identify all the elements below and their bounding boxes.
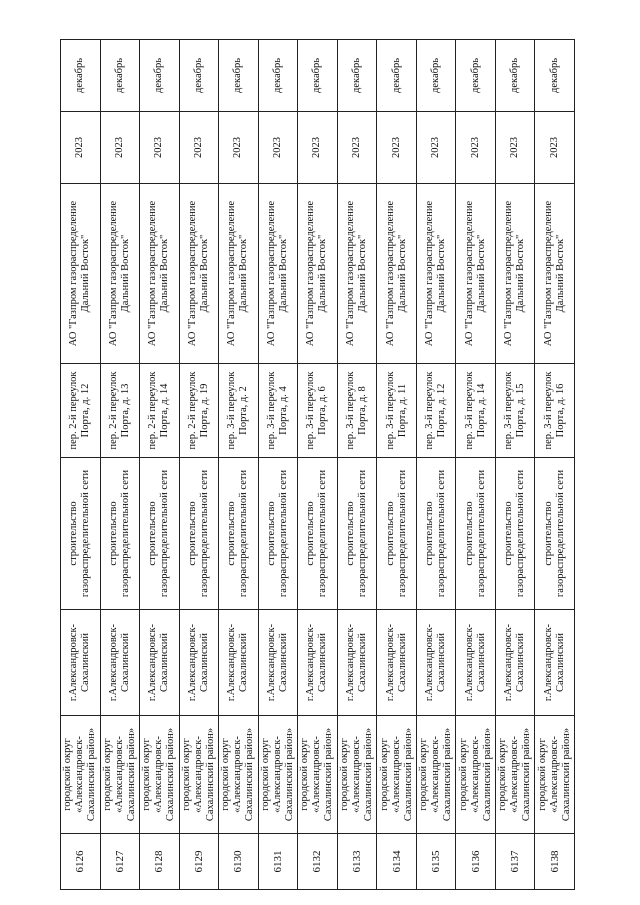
table-row — [140, 40, 180, 890]
cell-district: городской округ «Александровск-Сахалинский район» — [377, 716, 417, 834]
table-row — [258, 40, 298, 890]
cell-number: 6135 — [416, 834, 456, 890]
cell-organization: АО "Газпром газораспределение Дальний Восток" — [140, 184, 180, 364]
table-row — [100, 40, 140, 890]
cell-year: 2023 — [535, 112, 575, 184]
cell-district: городской округ «Александровск-Сахалинский район» — [219, 716, 259, 834]
cell-work-type: строительство газораспределительной сети — [377, 458, 417, 610]
cell-work-type: строительство газораспределительной сети — [456, 458, 496, 610]
cell-locality: г.Александровск-Сахалинский — [140, 610, 180, 716]
cell-work-type: строительство газораспределительной сети — [337, 458, 377, 610]
cell-work-type: строительство газораспределительной сети — [140, 458, 180, 610]
table-row — [61, 40, 101, 890]
cell-address: пер. 2-й переулок Порта, д. 13 — [100, 364, 140, 458]
cell-locality: г.Александровск-Сахалинский — [377, 610, 417, 716]
cell-work-type: строительство газораспределительной сети — [179, 458, 219, 610]
cell-organization: АО "Газпром газораспределение Дальний Восток" — [377, 184, 417, 364]
cell-number: 6131 — [258, 834, 298, 890]
cell-address: пер. 3-й переулок Порта, д. 8 — [337, 364, 377, 458]
cell-organization: АО "Газпром газораспределение Дальний Восток" — [61, 184, 101, 364]
cell-year: 2023 — [179, 112, 219, 184]
cell-address: пер. 3-й переулок Порта, д. 11 — [377, 364, 417, 458]
cell-number: 6129 — [179, 834, 219, 890]
cell-month: декабрь — [495, 40, 535, 112]
table-row — [219, 40, 259, 890]
cell-district: городской округ «Александровск-Сахалинский район» — [337, 716, 377, 834]
cell-work-type: строительство газораспределительной сети — [258, 458, 298, 610]
cell-month: декабрь — [100, 40, 140, 112]
cell-year: 2023 — [258, 112, 298, 184]
table-row — [416, 40, 456, 890]
cell-work-type: строительство газораспределительной сети — [100, 458, 140, 610]
cell-number: 6128 — [140, 834, 180, 890]
cell-organization: АО "Газпром газораспределение Дальний Восток" — [337, 184, 377, 364]
cell-district: городской округ «Александровск-Сахалинский район» — [140, 716, 180, 834]
cell-address: пер. 3-й переулок Порта, д. 16 — [535, 364, 575, 458]
cell-district: городской округ «Александровск-Сахалинский район» — [535, 716, 575, 834]
cell-locality: г.Александровск-Сахалинский — [219, 610, 259, 716]
cell-month: декабрь — [456, 40, 496, 112]
cell-locality: г.Александровск-Сахалинский — [337, 610, 377, 716]
cell-work-type: строительство газораспределительной сети — [495, 458, 535, 610]
cell-district: городской округ «Александровск-Сахалинский район» — [416, 716, 456, 834]
cell-organization: АО "Газпром газораспределение Дальний Восток" — [416, 184, 456, 364]
cell-month: декабрь — [140, 40, 180, 112]
cell-year: 2023 — [219, 112, 259, 184]
table-row — [495, 40, 535, 890]
cell-month: декабрь — [179, 40, 219, 112]
cell-month: декабрь — [61, 40, 101, 112]
cell-locality: г.Александровск-Сахалинский — [61, 610, 101, 716]
cell-organization: АО "Газпром газораспределение Дальний Восток" — [535, 184, 575, 364]
cell-organization: АО "Газпром газораспределение Дальний Восток" — [219, 184, 259, 364]
cell-year: 2023 — [61, 112, 101, 184]
table-body — [61, 40, 575, 890]
cell-organization: АО "Газпром газораспределение Дальний Восток" — [298, 184, 338, 364]
cell-address: пер. 3-й переулок Порта, д. 2 — [219, 364, 259, 458]
cell-district: городской округ «Александровск-Сахалинский район» — [258, 716, 298, 834]
cell-number: 6132 — [298, 834, 338, 890]
cell-locality: г.Александровск-Сахалинский — [456, 610, 496, 716]
cell-locality: г.Александровск-Сахалинский — [258, 610, 298, 716]
cell-number: 6134 — [377, 834, 417, 890]
cell-organization: АО "Газпром газораспределение Дальний Восток" — [456, 184, 496, 364]
cell-district: городской округ «Александровск-Сахалинский район» — [61, 716, 101, 834]
cell-work-type: строительство газораспределительной сети — [219, 458, 259, 610]
cell-locality: г.Александровск-Сахалинский — [100, 610, 140, 716]
cell-year: 2023 — [495, 112, 535, 184]
cell-locality: г.Александровск-Сахалинский — [495, 610, 535, 716]
cell-year: 2023 — [337, 112, 377, 184]
cell-address: пер. 3-й переулок Порта, д. 4 — [258, 364, 298, 458]
cell-organization: АО "Газпром газораспределение Дальний Восток" — [495, 184, 535, 364]
cell-year: 2023 — [377, 112, 417, 184]
cell-locality: г.Александровск-Сахалинский — [179, 610, 219, 716]
cell-number: 6137 — [495, 834, 535, 890]
cell-month: декабрь — [416, 40, 456, 112]
gasification-table — [60, 39, 575, 890]
cell-year: 2023 — [416, 112, 456, 184]
cell-address: пер. 2-й переулок Порта, д. 14 — [140, 364, 180, 458]
cell-month: декабрь — [258, 40, 298, 112]
cell-organization: АО "Газпром газораспределение Дальний Восток" — [258, 184, 298, 364]
cell-address: пер. 2-й переулок Порта, д. 19 — [179, 364, 219, 458]
cell-number: 6130 — [219, 834, 259, 890]
rotated-page — [60, 40, 575, 890]
table-row — [377, 40, 417, 890]
cell-address: пер. 3-й переулок Порта, д. 6 — [298, 364, 338, 458]
cell-work-type: строительство газораспределительной сети — [298, 458, 338, 610]
cell-month: декабрь — [337, 40, 377, 112]
cell-address: пер. 3-й переулок Порта, д. 15 — [495, 364, 535, 458]
cell-month: декабрь — [377, 40, 417, 112]
cell-district: городской округ «Александровск-Сахалинский район» — [456, 716, 496, 834]
table-row — [456, 40, 496, 890]
cell-year: 2023 — [140, 112, 180, 184]
cell-number: 6133 — [337, 834, 377, 890]
cell-number: 6127 — [100, 834, 140, 890]
cell-address: пер. 3-й переулок Порта, д. 14 — [456, 364, 496, 458]
cell-month: декабрь — [535, 40, 575, 112]
cell-district: городской округ «Александровск-Сахалинский район» — [495, 716, 535, 834]
cell-district: городской округ «Александровск-Сахалинский район» — [298, 716, 338, 834]
cell-organization: АО "Газпром газораспределение Дальний Восток" — [100, 184, 140, 364]
cell-organization: АО "Газпром газораспределение Дальний Восток" — [179, 184, 219, 364]
cell-year: 2023 — [100, 112, 140, 184]
table-row — [179, 40, 219, 890]
cell-month: декабрь — [219, 40, 259, 112]
cell-locality: г.Александровск-Сахалинский — [535, 610, 575, 716]
table-row — [535, 40, 575, 890]
cell-work-type: строительство газораспределительной сети — [416, 458, 456, 610]
cell-locality: г.Александровск-Сахалинский — [298, 610, 338, 716]
cell-number: 6138 — [535, 834, 575, 890]
cell-year: 2023 — [456, 112, 496, 184]
cell-number: 6136 — [456, 834, 496, 890]
cell-address: пер. 3-й переулок Порта, д. 12 — [416, 364, 456, 458]
cell-year: 2023 — [298, 112, 338, 184]
cell-work-type: строительство газораспределительной сети — [535, 458, 575, 610]
cell-number: 6126 — [61, 834, 101, 890]
cell-locality: г.Александровск-Сахалинский — [416, 610, 456, 716]
table-row — [298, 40, 338, 890]
cell-month: декабрь — [298, 40, 338, 112]
table-row — [337, 40, 377, 890]
cell-address: пер. 2-й переулок Порта, д. 12 — [61, 364, 101, 458]
cell-work-type: строительство газораспределительной сети — [61, 458, 101, 610]
cell-district: городской округ «Александровск-Сахалинский район» — [179, 716, 219, 834]
cell-district: городской округ «Александровск-Сахалинский район» — [100, 716, 140, 834]
